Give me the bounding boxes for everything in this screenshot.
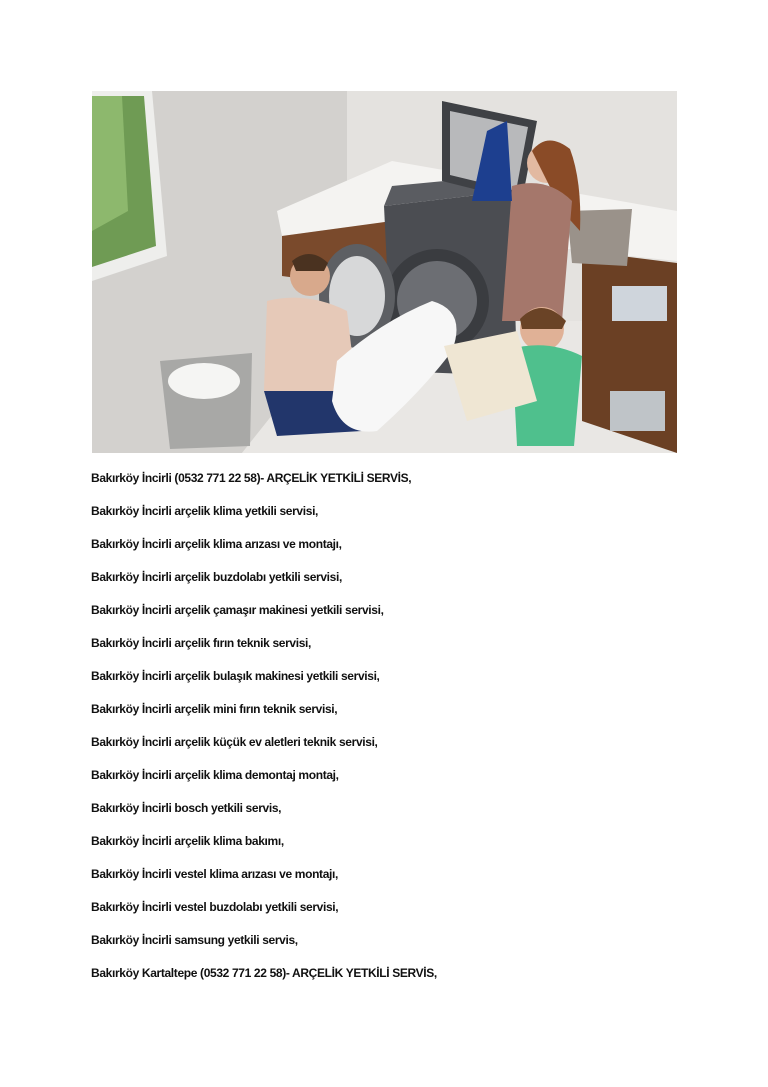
service-line: Bakırköy İncirli arçelik klima yetkili servisi,: [91, 504, 319, 518]
service-line: Bakırköy Kartaltepe (0532 771 22 58)- ARÇELİK YETKİLİ SERVİS,: [91, 966, 437, 980]
service-line: Bakırköy İncirli arçelik klima arızası ve montajı,: [91, 537, 342, 551]
service-line: Bakırköy İncirli arçelik bulaşık makinesi yetkili servisi,: [91, 669, 380, 683]
laundry-photo: [92, 91, 677, 453]
service-line: Bakırköy İncirli vestel klima arızası ve montajı,: [91, 867, 338, 881]
service-line: Bakırköy İncirli samsung yetkili servis,: [91, 933, 298, 947]
service-list: [91, 470, 731, 998]
service-line: Bakırköy İncirli arçelik klima bakımı,: [91, 834, 284, 848]
service-line: Bakırköy İncirli arçelik buzdolabı yetkili servisi,: [91, 570, 342, 584]
service-line: Bakırköy İncirli vestel buzdolabı yetkili servisi,: [91, 900, 339, 914]
service-line: Bakırköy İncirli arçelik fırın teknik servisi,: [91, 636, 312, 650]
service-line: Bakırköy İncirli arçelik mini fırın teknik servisi,: [91, 702, 338, 716]
service-line: Bakırköy İncirli bosch yetkili servis,: [91, 801, 282, 815]
service-line: Bakırköy İncirli (0532 771 22 58)- ARÇELİK YETKİLİ SERVİS,: [91, 471, 412, 485]
service-line: Bakırköy İncirli arçelik küçük ev aletleri teknik servisi,: [91, 735, 378, 749]
service-line: Bakırköy İncirli arçelik klima demontaj montaj,: [91, 768, 339, 782]
service-line: Bakırköy İncirli arçelik çamaşır makinesi yetkili servisi,: [91, 603, 384, 617]
